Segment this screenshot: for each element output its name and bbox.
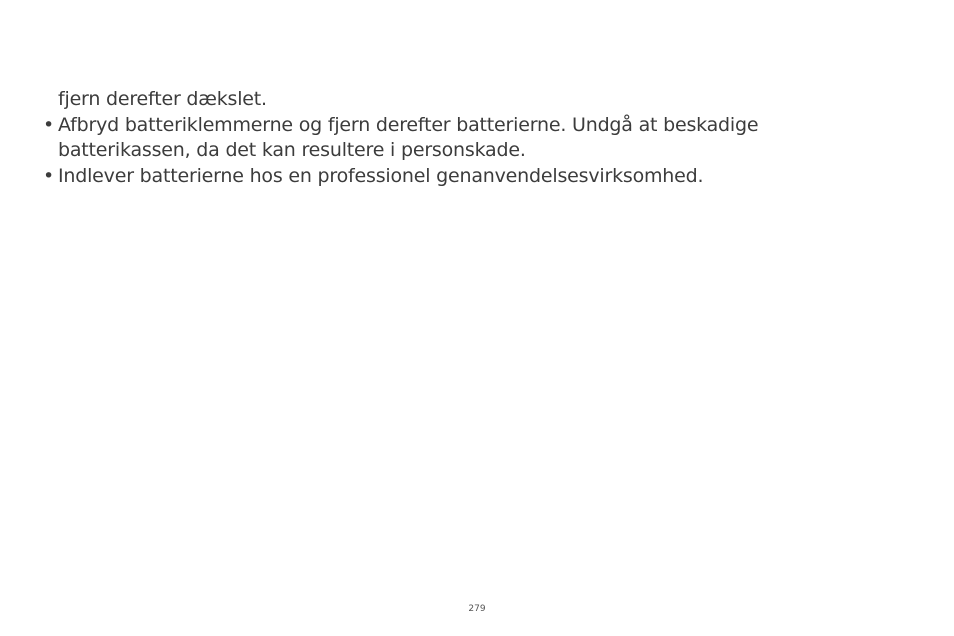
bullet-item-recycle — [43, 164, 923, 190]
bullet-text-line: Afbryd batteriklemmerne og fjern derefter batterierne. Undgå at beskadige — [58, 113, 759, 136]
bullet-marker: • — [43, 113, 55, 136]
continuation-line: fjern derefter dækslet. — [58, 88, 267, 110]
bullet-text-line: batterikassen, da det kan resultere i personskade. — [58, 139, 526, 161]
bullet-text-line: Indlever batterierne hos en professionel genanvendelsesvirksomhed. — [58, 164, 704, 187]
instruction-text — [43, 87, 923, 189]
bullet-marker: • — [43, 164, 55, 187]
bullet-item-disconnect — [43, 113, 923, 139]
page-number: 279 — [468, 604, 486, 614]
